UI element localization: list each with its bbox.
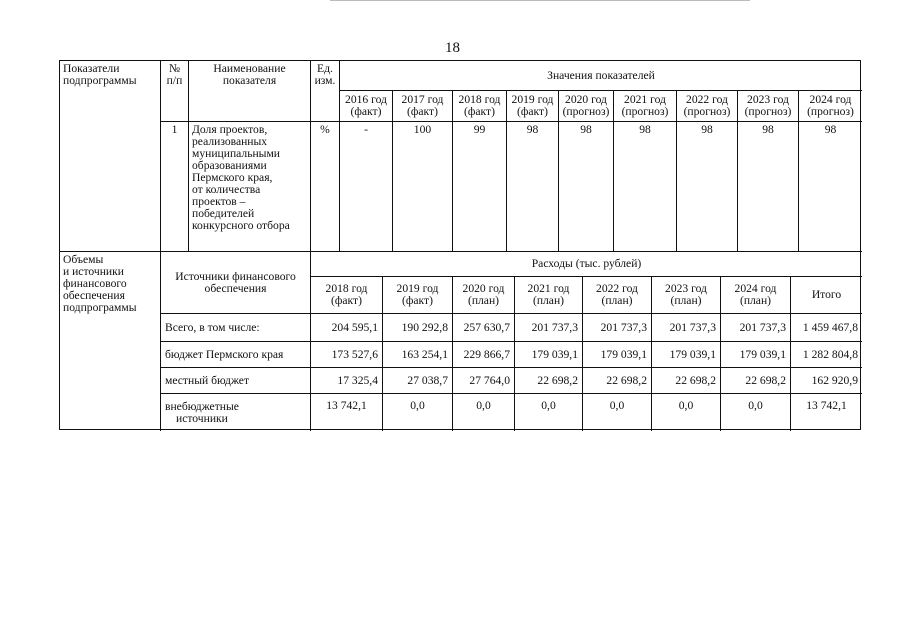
finance-value: 0,0 [720, 393, 790, 431]
sources-header: Источники финансового обеспечения [160, 251, 310, 313]
finance-value: 201 737,3 [514, 313, 582, 341]
finance-value: 201 737,3 [651, 313, 720, 341]
indicator-value: 98 [613, 121, 676, 251]
finance-row-label: Всего, в том числе: [160, 313, 310, 341]
finance-section-label: Объемы и источники финансового обеспечения подпрограммы [60, 251, 160, 431]
indicator-value: 100 [392, 121, 452, 251]
indicator-year-header: 2024 год (прогноз) [798, 90, 862, 121]
finance-value: 190 292,8 [382, 313, 452, 341]
finance-value: 0,0 [651, 393, 720, 431]
indicator-year-header: 2021 год (прогноз) [613, 90, 676, 121]
values-header: Значения показателей [339, 61, 862, 90]
finance-value: 17 325,4 [310, 367, 382, 393]
indicator-row-no: 1 [160, 121, 188, 251]
header-rule [330, 0, 750, 1]
finance-value: 179 039,1 [514, 341, 582, 367]
finance-value: 179 039,1 [720, 341, 790, 367]
indicator-year-header: 2022 год (прогноз) [676, 90, 737, 121]
finance-value: 22 698,2 [514, 367, 582, 393]
finance-value: 22 698,2 [651, 367, 720, 393]
finance-row-label: внебюджетные источники [160, 393, 310, 431]
finance-value: 173 527,6 [310, 341, 382, 367]
indicator-value: 98 [558, 121, 613, 251]
indicator-row-unit: % [310, 121, 339, 251]
finance-value: 1 459 467,8 [790, 313, 862, 341]
indicator-value: 98 [676, 121, 737, 251]
indicator-value: - [339, 121, 392, 251]
indicator-year-header: 2018 год (факт) [452, 90, 506, 121]
finance-value: 179 039,1 [651, 341, 720, 367]
finance-year-header: 2019 год (факт) [382, 276, 452, 313]
finance-value: 229 866,7 [452, 341, 514, 367]
finance-year-header: 2022 год (план) [582, 276, 651, 313]
finance-value: 0,0 [582, 393, 651, 431]
finance-value: 204 595,1 [310, 313, 382, 341]
finance-year-header: 2020 год (план) [452, 276, 514, 313]
finance-value: 162 920,9 [790, 367, 862, 393]
finance-value: 0,0 [452, 393, 514, 431]
indicator-value: 98 [506, 121, 558, 251]
finance-value: 22 698,2 [582, 367, 651, 393]
indicator-year-header: 2019 год (факт) [506, 90, 558, 121]
indicator-year-header: 2023 год (прогноз) [737, 90, 798, 121]
indicator-year-header: 2017 год (факт) [392, 90, 452, 121]
finance-year-header: 2024 год (план) [720, 276, 790, 313]
finance-value: 13 742,1 [310, 393, 382, 431]
finance-value: 22 698,2 [720, 367, 790, 393]
indicator-year-header: 2020 год (прогноз) [558, 90, 613, 121]
finance-value: 257 630,7 [452, 313, 514, 341]
col-no-header: № п/п [160, 61, 188, 121]
indicator-value: 98 [737, 121, 798, 251]
expenses-header: Расходы (тыс. рублей) [310, 251, 862, 276]
finance-year-header: 2023 год (план) [651, 276, 720, 313]
finance-value: 201 737,3 [582, 313, 651, 341]
finance-value: 27 038,7 [382, 367, 452, 393]
finance-value: 0,0 [382, 393, 452, 431]
finance-value: 163 254,1 [382, 341, 452, 367]
finance-row-label: бюджет Пермского края [160, 341, 310, 367]
finance-value: 1 282 804,8 [790, 341, 862, 367]
finance-year-header: 2018 год (факт) [310, 276, 382, 313]
finance-value: 0,0 [514, 393, 582, 431]
finance-value: 179 039,1 [582, 341, 651, 367]
finance-value: 201 737,3 [720, 313, 790, 341]
indicator-value: 98 [798, 121, 862, 251]
finance-year-header: Итого [790, 276, 862, 313]
finance-value: 27 764,0 [452, 367, 514, 393]
finance-row-label: местный бюджет [160, 367, 310, 393]
subprogram-table [59, 60, 861, 430]
finance-value: 13 742,1 [790, 393, 862, 431]
indicator-year-header: 2016 год (факт) [339, 90, 392, 121]
indicator-value: 99 [452, 121, 506, 251]
col-name-header: Наименование показателя [188, 61, 310, 121]
indicator-row-name: Доля проектов, реализованных муниципальными образованиями Пермского края, от количества проектов – победителей конкурсного отбора [188, 121, 310, 251]
page-number: 18 [445, 40, 460, 56]
col-unit-header: Ед. изм. [310, 61, 339, 121]
indicators-section-label: Показатели подпрограммы [63, 62, 137, 87]
finance-year-header: 2021 год (план) [514, 276, 582, 313]
